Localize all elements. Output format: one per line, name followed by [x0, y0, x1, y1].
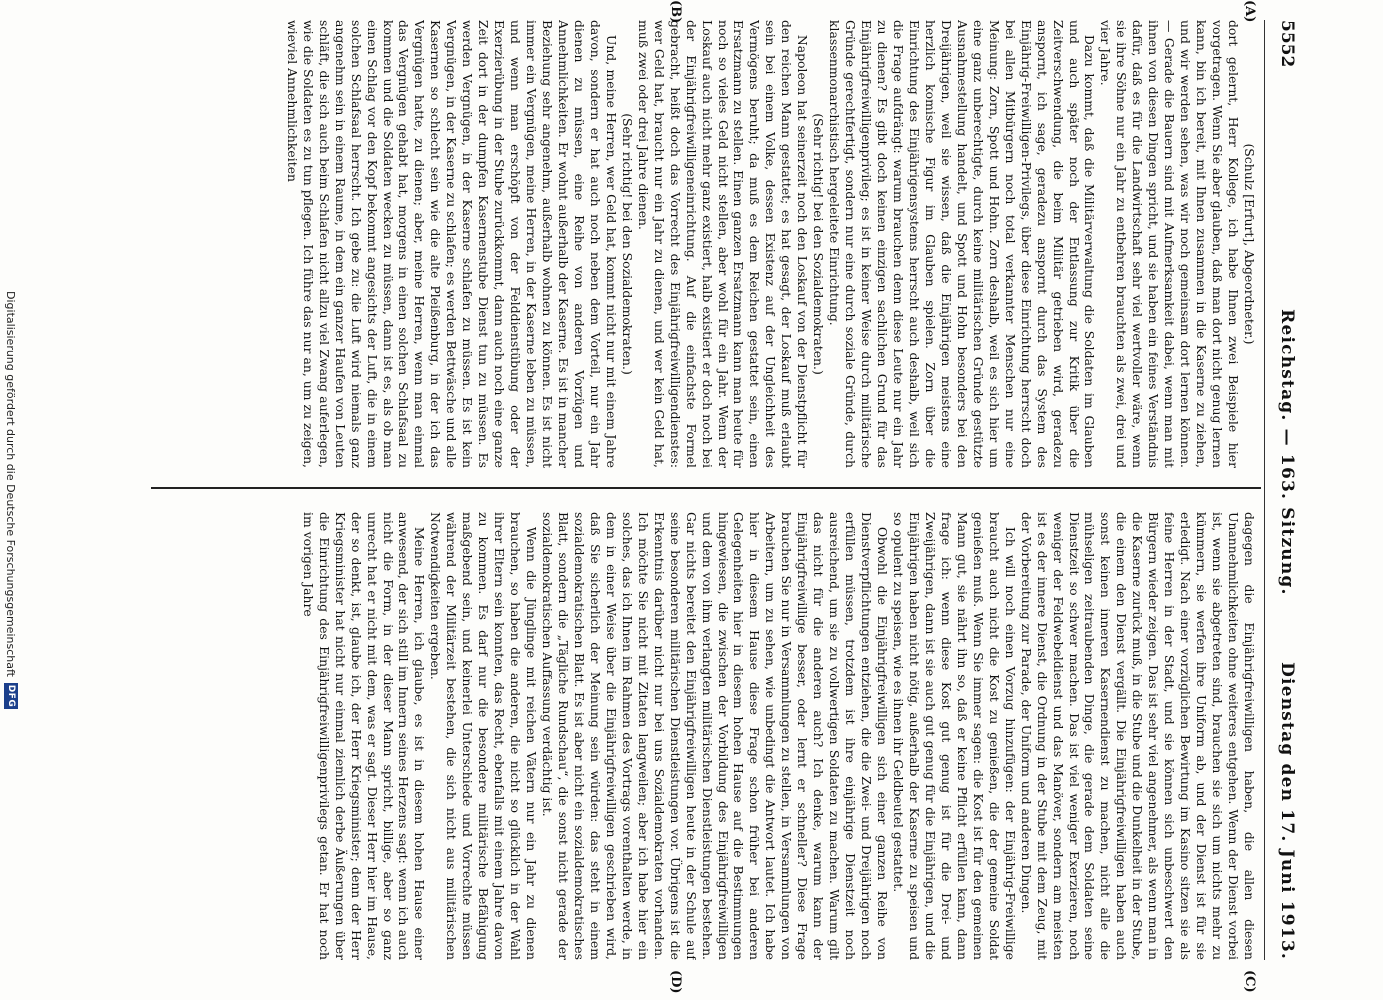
paragraph: Napoleon hat seinerzeit noch den Loskauf von der Dienstpflicht für den reichen Mann gestattet; es hat gesagt, der Loskauf muß erlaubt sein bei einem Volke, dessen Existenz auf der Ungleichheit des Vermögens beruht; da muß es dem Reichen gestattet sein, einen Ersatzmann zu stellen. Einen ganzen Ersatzmann kann man heute für noch so vieles Geld nicht stellen, aber wohl für ein Jahr. Wenn der Loskauf auch nicht mehr ganz existiert, halb existiert er doch noch bei der Einjährigfreiwilligeneinrichtung. Auf die einfachste Formel gebracht, heißt doch das Vorrecht des Einjährigfreiwilligendienstes: wer Geld hat, braucht nur ein Jahr zu dienen, und wer kein Geld hat, muß zwei oder drei Jahre dienen.: [635, 20, 811, 468]
session-date: Dienstag den 17. Juni 1913.: [1277, 662, 1297, 960]
paragraph: dagegen die Einjährigfreiwilligen haben, die allen diesen Unannehmlichkeiten ohne weiteres entgehen. Wenn der Dienst vorbei ist, wenn sie abgetreten sind, brauchen sie sich um nichts mehr zu kümmern, sie werfen ihre Uniform ab, und der Dienst ist für sie erledigt. Nach einer vorzüglichen Bewirtung im Kasino sitzen sie als feine Herren in der Stadt, und sie können sich unbeschwert den Bürgern wieder zeigen. Das ist sehr viel angenehmer, als wenn man in die Kaserne zurück muß, in die Stube und die Dunkelheit in der Stube, die einem den Dienst vergällt. Die Einjährigfreiwilligen haben auch sonst keinen inneren Kasernendienst zu machen, nicht alle die mühseligen zeitraubenden Dinge, die gerade dem Soldaten seine Dienstzeit so schwer machen. Das ist viel weniger Exerzieren, noch weniger der Feldwebeldienst und das Manöver, sondern am meisten ist es der innere Dienst, die Ordnung in der Stube mit dem Zeug, mit der Vorbereitung zur Parade, der Uniform und anderen Dingen.: [1018, 512, 1257, 960]
column-divider: [151, 487, 1261, 489]
dfg-logo: DFG: [6, 684, 16, 708]
interjection: (Sehr richtig! bei den Sozialdemokraten.): [619, 113, 635, 375]
header-rule: [1264, 20, 1265, 960]
paragraph: Ich will noch einen Vorzug hinzufügen: der Einjährig-Freiwillige braucht auch nicht die Kost zu genießen, die der gemeine Soldat genießen muß. Wenn Sie immer sagen: die Kost ist für den gemeinen Mann gut, sie nährt ihn so, daß er keine Pflicht erfüllen kann, dann frage ich: wenn diese Kost gut genug ist für die Drei- und Zweijährigen, dann ist sie auch gut genug für die Einjährigen, und die Einjährigen haben nicht nötig, außerhalb der Kaserne zu speisen und so opulent zu speisen, wie es ihnen ihr Geldbeutel gestattet.: [891, 512, 1018, 960]
right-column: [167, 512, 1257, 960]
paragraph: Meine Herren, ich glaube, es ist in diesem hohen Hause einer anwesend, der sich still im Innern seines Herzens sagt: wenn ich auch nicht die Form, in der dieser Mann spricht, billige, aber so ganz unrecht hat er nicht mit dem, was er sagt. Dieser Herr hier im Hause, der so denkt, ist, glaube ich, der Herr Kriegsminister; denn der Herr Kriegsminister hat nicht nur einmal ziemlich derbe Äußerungen über die Einrichtung des Einjährigfreiwilligenprivilegs getan. Er hat noch im vorigen Jahre: [300, 512, 428, 960]
interjection: (Sehr richtig! bei den Sozialdemokraten.): [811, 113, 827, 375]
paragraph: Und, meine Herren, wer Geld hat, kommt nicht nur mit einem Jahre davon, sondern er hat auch noch neben dem Vorteil, nur ein Jahr dienen zu müssen, eine Reihe von anderen Vorzügen und Annehmlichkeiten. Er wohnt außerhalb der Kaserne. Es ist in mancher Beziehung sehr angenehm, außerhalb wohnen zu können. Es ist nicht immer ein Vergnügen, meine Herren, in der Kaserne leben zu müssen, und wenn man erschöpft von der Felddienstübung oder der Exerzierübung in der Stube zurückkommt, dann auch noch eine ganze Zeit dort in der dumpfen Kasernenstube Dienst tun zu müssen. Es werden Vergnügen, in der Kaserne schlafen zu müssen. Es ist kein Vergnügen, in der Kaserne zu schlafen; es werden Bettwäsche und alle Kasernen so schlecht sein wie die alte Pleißenburg, in der ich das Vergnügen hatte, zu dienen; aber, meine Herren, wenn man einmal das Vergnügen gehabt hat, morgens in einen solchen Schlafsaal zu kommen und die Soldaten wecken zu müssen, dann ist es, als ob man einen Schlag vor den Kopf bekommt angesichts der Luft, die in einem solchen Schlafsaal herrscht. Ich gebe zu: die Luft wird niemals ganz angenehm sein in einem Raume, in dem ein ganzer Haufen von Leuten schläft, die sich auch beim Schlafen nicht allzu viel Zwang auferlegen, wie die Soldaten es zu tun pflegen. Ich führe das nur an, um zu zeigen, wieviel Annehmlichkeiten: [284, 20, 619, 468]
margin-marker-b: (B): [668, 0, 683, 24]
paragraph: Dazu kommt, daß die Militärverwaltung die Soldaten im Glauben und auch später noch der Entlassung zur Kritik über die Zeitverschwendung, die beim Militär getrieben wird, geradezu anspornt, ich sage, geradezu anspornt durch das System des Einjährig-Freiwilligen-Privilegs, über diese Einrichtung herrscht doch bei allen Mitbürgern noch total verkannter Menschen nur eine Meinung: Zorn, Spott und Hohn. Zorn deshalb, weil es sich hier um eine ganz unberechtigte, durch keine militärischen Gründe gestützte Ausnahmestellung handelt, und Spott und Hohn besonders bei den Dreijährigen, weil sie wissen, daß die Einjährigen meistens eine herzlich komische Figur im Glauben spielen. Zorn über die Einrichtung des Einjährigensystems herrscht auch deshalb, weil sich die Frage aufdrängt: warum brauchen denn diese Leute nur ein Jahr zu dienen? Es gibt doch keinen einzigen sachlichen Grund für das Einjährigfreiwilligenprivileg; es ist in keiner Weise durch militärische Gründe gerechtfertigt, sondern nur eine durch soziale Gründe, durch klassenmonarchistisch hergeleitete Einrichtung.: [827, 20, 1098, 468]
page-header: [1267, 20, 1297, 960]
session-title: Reichstag. — 163. Sitzung.: [1277, 309, 1297, 596]
left-column: [167, 20, 1257, 468]
margin-marker-c: (C): [1242, 970, 1257, 993]
margin-marker-a: (A): [1242, 0, 1257, 23]
paragraph: dort gelernt, Herr Kollege, ich habe Ihnen zwei Beispiele hier vorgetragen. Wenn Sie aber glauben, daß man dort nicht genug lernen kann, bin ich bereit, mit Ihnen zusammen in die Kaserne zu ziehen, und wir werden sehen, was wir noch gemeinsam dort lernen können. — Gerade die Bauern sind mit Aufmerksamkeit dabei, wenn man mit ihnen von diesen Dingen spricht, und sie haben ein feines Verständnis dafür, daß es für die Landwirtschaft sehr viel wertvoller wäre, wenn sie ihre Söhne nur ein Jahr zu entbehren brauchten als zwei, drei und vier Jahre.: [1098, 20, 1242, 468]
footer-text: Digitalisierung gefördert durch die Deutsche Forschungsgemeinschaft: [4, 291, 18, 677]
page-number: 5552: [1277, 20, 1297, 68]
footer: [0, 0, 22, 1000]
margin-marker-d: (D): [668, 970, 683, 994]
speaker-heading: (Schulz [Erfurt], Abgeordneter.): [1242, 143, 1257, 345]
paragraph: Obwohl die Einjährigfreiwilligen sich einer ganzen Reihe von Dienstverpflichtungen entziehen, die die Zwei- und Dreijährigen noch erfüllen müssen, trotzdem ist ihre einjährige Dienstzeit noch ausreichend, um sie zu vollwertigen Soldaten zu machen. Warum gilt das nicht für die anderen auch? Ich denke, warum kann der Einjährigfreiwillige besser, oder lernt er schneller? Diese Frage brauchen Sie nur in Versammlungen zu stellen, in Versammlungen von Arbeitern, um zu sehen, wie unbedingt die Antwort lautet. Ich habe hier in diesem Hause diese Frage schon früher bei anderen Gelegenheiten hier in diesem hohen Hause auf die Bestimmungen hingewiesen, die zwischen der Vorbildung des Einjährigfreiwilligen und dem von ihm verlangten militärischen Dienstleistungen bestehen. Gar nichts bereitet den Einjährigfreiwilligen heute in der Schule auf seine besonderen militärischen Dienstleistungen vor. Übrigens ist die Erkenntnis darüber nicht nur bei uns Sozialdemokraten vorhanden. Ich möchte Sie nicht mit Zitaten langweilen; aber ich habe hier ein solches, das ich Ihnen im Rahmen des Vortrags vorenthalten werde, in dem in einer Weise über die Einjährigfreiwilligen geschrieben wird, daß Sie sicherlich der Meinung sein würden: das steht in einem sozialdemokratischen Blatt. Es ist aber nicht ein sozialdemokratisches Blatt, sondern die „Tägliche Rundschau“, die sonst nicht gerade der sozialdemokratischen Auffassung verdächtig ist.: [540, 512, 891, 960]
paragraph: Wenn die Jünglinge mit reichen Vätern nur ein Jahr zu dienen brauchen, so haben die anderen, die nicht so glücklich in der Wahl ihrer Eltern sein konnten, das Recht, ebenfalls mit einem Jahre davon zu kommen. Es darf nur die besondere militärische Befähigung maßgebend sein, und keinerlei Unterschiede und Vorrechte müssen während der Militärzeit bestehen, die sich nicht aus militärischen Notwendigkeiten ergeben.: [428, 512, 540, 960]
